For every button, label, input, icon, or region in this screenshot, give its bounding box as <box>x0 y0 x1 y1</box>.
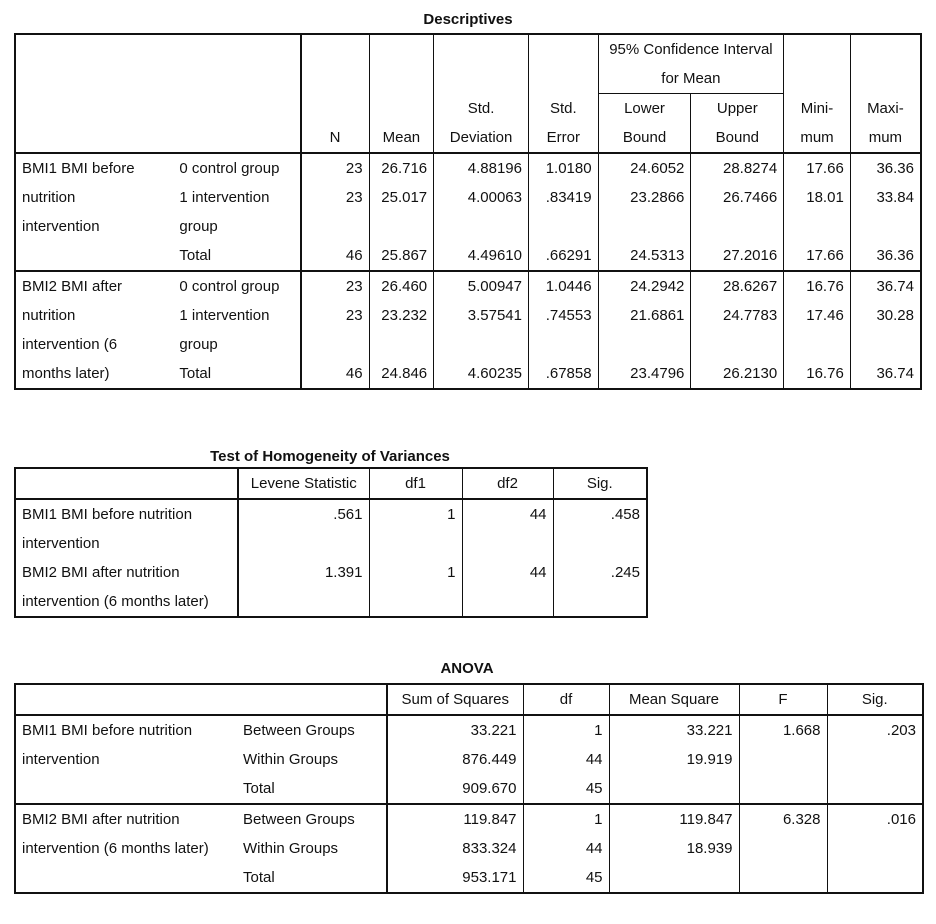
cell-sig <box>827 774 923 804</box>
row-source: Total <box>237 863 387 893</box>
anova-title: ANOVA <box>440 660 494 677</box>
cell-upper: 28.6267 <box>691 271 784 301</box>
cell-sig: .016 <box>827 804 923 834</box>
table-row <box>15 499 647 529</box>
ci-header-1: 95% Confidence Interval <box>598 34 784 64</box>
cell-sig <box>827 745 923 774</box>
cell-lower: 23.4796 <box>598 359 691 389</box>
cell-f <box>739 745 827 774</box>
df-header: df <box>523 684 609 715</box>
cell-ss: 953.171 <box>387 863 523 893</box>
row-sublabel: Total <box>173 241 300 271</box>
row-sublabel: group <box>173 212 300 241</box>
cell-se: .83419 <box>528 183 598 212</box>
table-row <box>15 804 923 834</box>
cell-df: 1 <box>523 804 609 834</box>
cell-df: 45 <box>523 863 609 893</box>
max-header-2: mum <box>850 123 921 153</box>
min-header-1: Mini- <box>784 94 851 124</box>
cell-se: 1.0180 <box>528 153 598 183</box>
ms-header: Mean Square <box>609 684 739 715</box>
cell-max: 30.28 <box>850 301 921 330</box>
mean-header: Mean <box>369 123 434 153</box>
table-row <box>15 558 647 587</box>
cell-df: 45 <box>523 774 609 804</box>
row-label: intervention <box>15 529 238 558</box>
cell-sig <box>827 863 923 893</box>
anova-table <box>14 683 924 894</box>
se-header-2: Error <box>528 123 598 153</box>
ss-header: Sum of Squares <box>387 684 523 715</box>
cell-upper: 27.2016 <box>691 241 784 271</box>
cell-sd: 4.60235 <box>434 359 529 389</box>
cell-upper: 26.7466 <box>691 183 784 212</box>
cell-ss: 33.221 <box>387 715 523 745</box>
row-label: nutrition <box>15 183 173 212</box>
cell-max: 33.84 <box>850 183 921 212</box>
cell-n: 23 <box>301 271 370 301</box>
descriptives-title: Descriptives <box>423 11 513 28</box>
sig-header: Sig. <box>827 684 923 715</box>
cell-upper: 26.2130 <box>691 359 784 389</box>
row-sublabel: 0 control group <box>173 153 300 183</box>
lower-header-2: Bound <box>598 123 691 153</box>
cell-ms: 119.847 <box>609 804 739 834</box>
cell-lower: 24.6052 <box>598 153 691 183</box>
cell-min: 17.66 <box>784 153 851 183</box>
cell-n: 23 <box>301 183 370 212</box>
row-label: intervention <box>15 212 173 241</box>
cell-f: 6.328 <box>739 804 827 834</box>
se-header-1: Std. <box>528 94 598 124</box>
row-label: intervention (6 months later) <box>15 587 238 617</box>
cell-mean: 25.867 <box>369 241 434 271</box>
f-header: F <box>739 684 827 715</box>
row-label: BMI2 BMI after <box>15 271 173 301</box>
cell-sd: 4.49610 <box>434 241 529 271</box>
row-sublabel: 1 intervention <box>173 301 300 330</box>
cell-ms: 19.919 <box>609 745 739 774</box>
cell-max: 36.36 <box>850 153 921 183</box>
cell-n: 46 <box>301 359 370 389</box>
cell-lower: 24.5313 <box>598 241 691 271</box>
cell-min: 16.76 <box>784 359 851 389</box>
cell-max: 36.36 <box>850 241 921 271</box>
ci-header-2: for Mean <box>598 64 784 94</box>
row-label: BMI1 BMI before <box>15 153 173 183</box>
cell-ms: 18.939 <box>609 834 739 863</box>
table-row <box>15 715 923 745</box>
table-row <box>15 183 921 212</box>
row-source: Between Groups <box>237 715 387 745</box>
cell-se: .66291 <box>528 241 598 271</box>
cell-se: 1.0446 <box>528 271 598 301</box>
cell-mean: 24.846 <box>369 359 434 389</box>
row-source: Total <box>237 774 387 804</box>
cell-n: 23 <box>301 301 370 330</box>
cell-df: 1 <box>523 715 609 745</box>
cell-ss: 876.449 <box>387 745 523 774</box>
row-label: BMI1 BMI before nutrition <box>15 715 237 745</box>
table-row <box>15 241 921 271</box>
cell-lower: 23.2866 <box>598 183 691 212</box>
table-row <box>15 359 921 389</box>
row-sublabel: group <box>173 330 300 359</box>
cell-se: .74553 <box>528 301 598 330</box>
row-label: BMI2 BMI after nutrition <box>15 558 238 587</box>
sd-header-2: Deviation <box>434 123 529 153</box>
homogeneity-table <box>14 467 648 618</box>
table-row <box>15 863 923 893</box>
max-header-1: Maxi- <box>850 94 921 124</box>
df2-header: df2 <box>462 468 553 499</box>
cell-df2: 44 <box>462 499 553 529</box>
row-source: Between Groups <box>237 804 387 834</box>
row-source: Within Groups <box>237 745 387 774</box>
cell-mean: 23.232 <box>369 301 434 330</box>
upper-header-2: Bound <box>691 123 784 153</box>
cell-max: 36.74 <box>850 271 921 301</box>
row-label: BMI1 BMI before nutrition <box>15 499 238 529</box>
cell-upper: 24.7783 <box>691 301 784 330</box>
cell-min: 17.66 <box>784 241 851 271</box>
row-sublabel: Total <box>173 359 300 389</box>
cell-min: 17.46 <box>784 301 851 330</box>
table-row <box>15 834 923 863</box>
cell-sd: 5.00947 <box>434 271 529 301</box>
cell-f <box>739 834 827 863</box>
cell-ms <box>609 774 739 804</box>
cell-sig <box>827 834 923 863</box>
cell-mean: 25.017 <box>369 183 434 212</box>
cell-sd: 4.88196 <box>434 153 529 183</box>
cell-df: 44 <box>523 834 609 863</box>
cell-sig: .203 <box>827 715 923 745</box>
min-header-2: mum <box>784 123 851 153</box>
cell-df1: 1 <box>369 499 462 529</box>
table-row <box>15 745 923 774</box>
upper-header-1: Upper <box>691 94 784 124</box>
lower-header-1: Lower <box>598 94 691 124</box>
cell-mean: 26.716 <box>369 153 434 183</box>
cell-se: .67858 <box>528 359 598 389</box>
cell-lower: 21.6861 <box>598 301 691 330</box>
row-label: nutrition <box>15 301 173 330</box>
cell-f <box>739 774 827 804</box>
row-label: BMI2 BMI after nutrition <box>15 804 237 834</box>
cell-min: 16.76 <box>784 271 851 301</box>
cell-sig: .245 <box>553 558 647 587</box>
cell-ss: 119.847 <box>387 804 523 834</box>
homogeneity-title: Test of Homogeneity of Variances <box>210 448 450 465</box>
cell-df2: 44 <box>462 558 553 587</box>
table-row <box>15 153 921 183</box>
row-label: months later) <box>15 359 173 389</box>
cell-levene: 1.391 <box>238 558 369 587</box>
cell-n: 46 <box>301 241 370 271</box>
cell-df: 44 <box>523 745 609 774</box>
row-label: intervention <box>15 745 237 774</box>
row-label: intervention (6 <box>15 330 173 359</box>
cell-ms <box>609 863 739 893</box>
cell-ss: 833.324 <box>387 834 523 863</box>
cell-ss: 909.670 <box>387 774 523 804</box>
n-header: N <box>301 123 370 153</box>
cell-mean: 26.460 <box>369 271 434 301</box>
row-sublabel: 0 control group <box>173 271 300 301</box>
row-label: intervention (6 months later) <box>15 834 237 863</box>
sd-header-1: Std. <box>434 94 529 124</box>
cell-f <box>739 863 827 893</box>
levene-header: Levene Statistic <box>238 468 369 499</box>
row-sublabel: 1 intervention <box>173 183 300 212</box>
cell-min: 18.01 <box>784 183 851 212</box>
cell-ms: 33.221 <box>609 715 739 745</box>
descriptives-table <box>14 33 922 390</box>
table-row <box>15 774 923 804</box>
cell-sd: 3.57541 <box>434 301 529 330</box>
cell-n: 23 <box>301 153 370 183</box>
cell-levene: .561 <box>238 499 369 529</box>
cell-f: 1.668 <box>739 715 827 745</box>
cell-upper: 28.8274 <box>691 153 784 183</box>
cell-sd: 4.00063 <box>434 183 529 212</box>
cell-max: 36.74 <box>850 359 921 389</box>
row-source: Within Groups <box>237 834 387 863</box>
cell-lower: 24.2942 <box>598 271 691 301</box>
df1-header: df1 <box>369 468 462 499</box>
table-row <box>15 301 921 330</box>
cell-df1: 1 <box>369 558 462 587</box>
cell-sig: .458 <box>553 499 647 529</box>
table-row <box>15 271 921 301</box>
sig-header: Sig. <box>553 468 647 499</box>
